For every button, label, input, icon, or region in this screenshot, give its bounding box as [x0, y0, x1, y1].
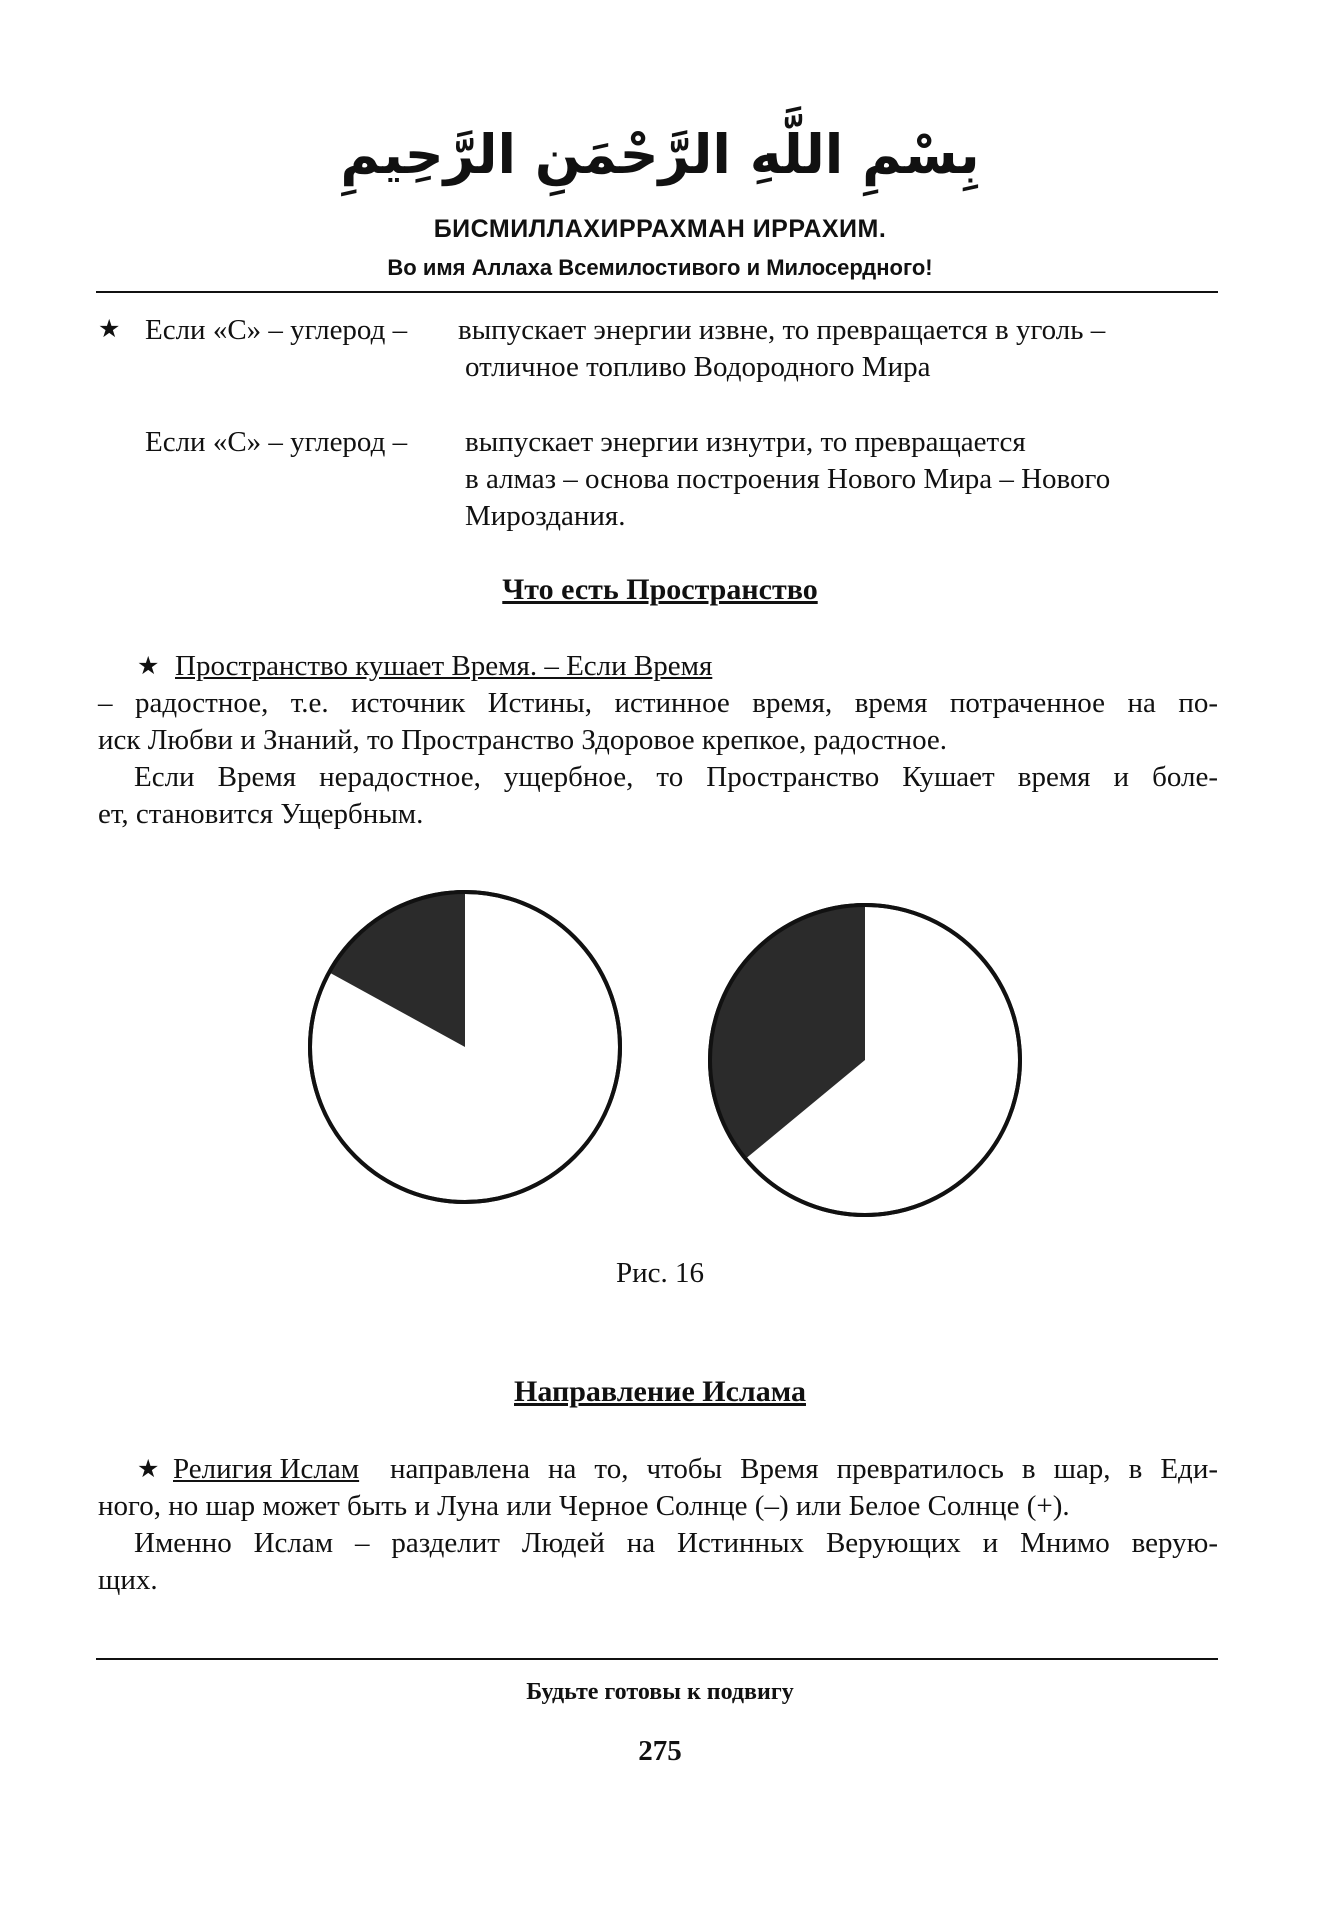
page-number: 275	[638, 1735, 682, 1767]
islam-p2-line2: щих.	[98, 1564, 158, 1596]
carbon-line2-cont1: в алмаз – основа построения Нового Мира – Нового	[465, 463, 1111, 495]
islam-p1-line1: направлена на то, чтобы Время превратилось в шар, в Еди-	[390, 1453, 1218, 1485]
carbon-line2-cont2: Мироздания.	[465, 500, 626, 532]
pie-charts	[0, 880, 1320, 1240]
pie-chart-2	[710, 905, 1020, 1215]
carbon-line1-left: Если «С» – углерод –	[145, 314, 408, 346]
space-p1-line2: иск Любви и Знаний, то Пространство Здоровое крепкое, радостное.	[98, 724, 948, 756]
carbon-line1-right: выпускает энергии извне, то превращается в уголь –	[458, 314, 1106, 346]
header-subtitle: Во имя Аллаха Всемилостивого и Милосердного!	[387, 255, 933, 280]
space-p2-line2: ет, становится Ущербным.	[98, 798, 424, 830]
space-p2-line1: Если Время нерадостное, ущербное, то Пространство Кушает время и боле-	[134, 761, 1218, 793]
space-lead: Пространство кушает Время. – Если Время	[175, 650, 713, 682]
carbon-line2-right: выпускает энергии изнутри, то превращается	[465, 426, 1026, 458]
pie-chart-1	[310, 892, 620, 1202]
islam-lead: Религия Ислам	[173, 1453, 360, 1485]
star-bullet: ★	[98, 316, 121, 343]
footer-rule	[96, 1658, 1218, 1660]
bismillah-calligraphy: بِسْمِ اللَّهِ الرَّحْمَنِ الرَّحِيمِ	[340, 123, 980, 186]
islam-p2-line1: Именно Ислам – разделит Людей на Истинных Верующих и Мнимо верую-	[134, 1527, 1218, 1559]
header-title: БИСМИЛЛАХИРРАХМАН ИРРАХИМ.	[433, 215, 887, 243]
star-bullet: ★	[137, 1456, 160, 1483]
star-bullet: ★	[137, 653, 160, 680]
space-heading: Что есть Пространство	[502, 573, 818, 606]
header-rule	[96, 291, 1218, 293]
carbon-line2-left: Если «С» – углерод –	[145, 426, 408, 458]
islam-p1-line2: ного, но шар может быть и Луна или Черное Солнце (–) или Белое Солнце (+).	[98, 1490, 1070, 1522]
footer-motto: Будьте готовы к подвигу	[526, 1679, 794, 1705]
carbon-line1-cont: отличное топливо Водородного Мира	[465, 351, 931, 383]
islam-heading: Направление Ислама	[514, 1375, 806, 1408]
space-p1-line1: – радостное, т.е. источник Истины, истинное время, время потраченное на по-	[98, 687, 1218, 719]
figure-caption: Рис. 16	[615, 1257, 705, 1289]
